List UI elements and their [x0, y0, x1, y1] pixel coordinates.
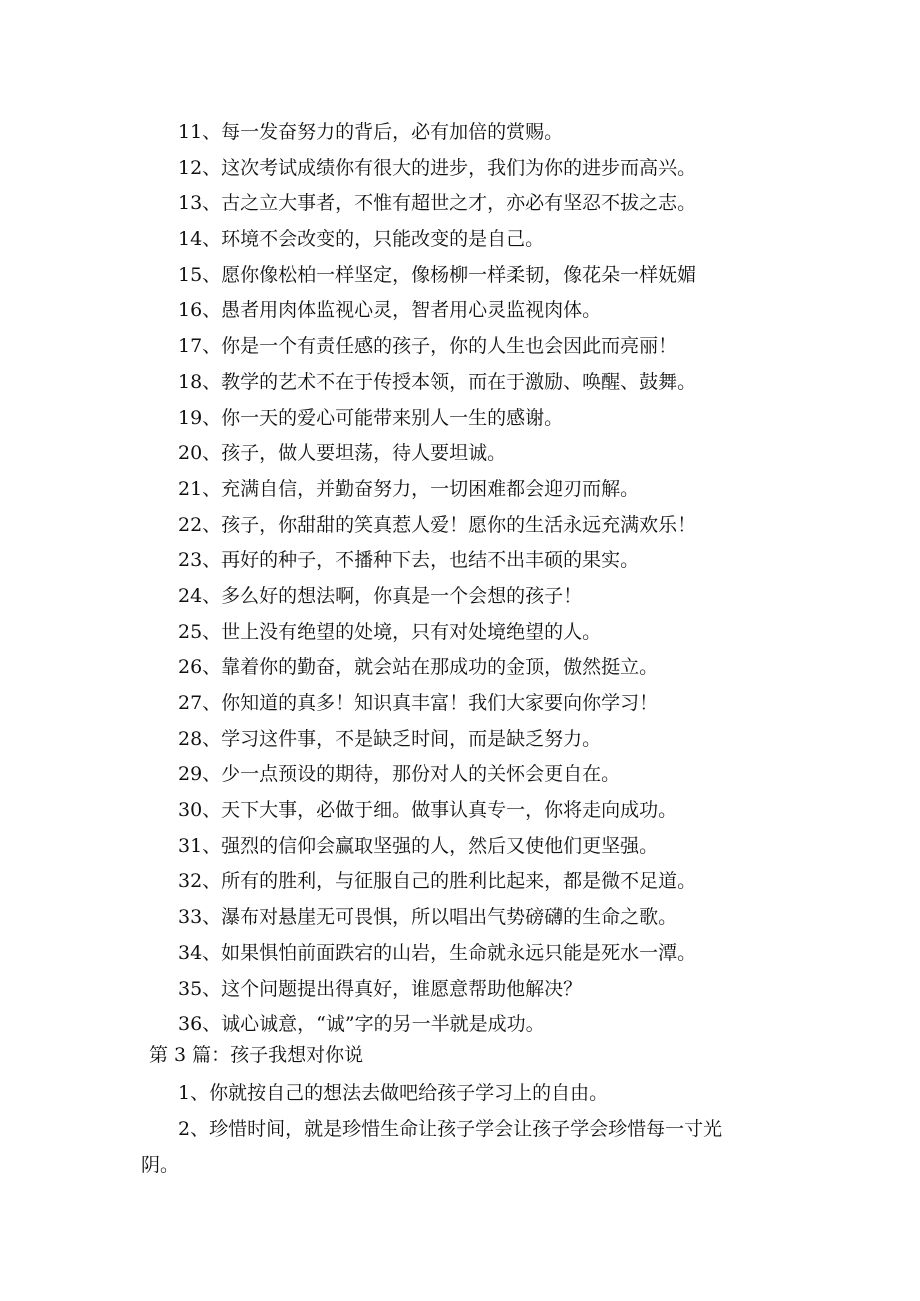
- list-item: 16、愚者用肉体监视心灵，智者用心灵监视肉体。: [178, 299, 602, 322]
- paragraph-line: 阴。: [141, 1154, 180, 1176]
- list-item: 15、愿你像松柏一样坚定，像杨柳一样柔韧，像花朵一样妩媚: [178, 263, 697, 286]
- paragraph: 1、你就按自己的想法去做吧给孩子学习上的自由。: [178, 1082, 609, 1104]
- list-item: 13、古之立大事者，不惟有超世之才，亦必有坚忍不拔之志。: [178, 192, 697, 215]
- list-item: 36、诚心诚意，“诚”字的另一半就是成功。: [178, 1013, 545, 1036]
- list-item: 28、学习这件事，不是缺乏时间，而是缺乏努力。: [178, 727, 602, 750]
- list-item: 19、你一天的爱心可能带来别人一生的感谢。: [178, 406, 564, 429]
- list-item: 25、世上没有绝望的处境，只有对处境绝望的人。: [178, 620, 602, 643]
- paragraph: [141, 1111, 778, 1183]
- list-item: 31、强烈的信仰会赢取坚强的人，然后又使他们更坚强。: [178, 834, 659, 857]
- list-item: 21、充满自信，并勤奋努力，一切困难都会迎刃而解。: [178, 477, 640, 500]
- list-item: 33、瀑布对悬崖无可畏惧，所以唱出气势磅礴的生命之歌。: [178, 906, 678, 929]
- list-item: 27、你知道的真多！知识真丰富！我们大家要向你学习！: [178, 692, 659, 714]
- list-item: 24、多么好的想法啊，你真是一个会想的孩子！: [178, 584, 583, 607]
- list-item: 29、少一点预设的期待，那份对人的关怀会更自在。: [178, 763, 621, 786]
- section-heading: 第 3 篇：孩子我想对你说: [149, 1044, 364, 1066]
- list-item: 32、所有的胜利，与征服自己的胜利比起来，都是微不足道。: [178, 870, 697, 893]
- list-item: 22、孩子，你甜甜的笑真惹人爱！愿你的生活永远充满欢乐！: [178, 513, 697, 536]
- paragraph-line: 2、珍惜时间，就是珍惜生命让孩子学会让孩子学会珍惜每一寸光: [178, 1118, 723, 1140]
- list-item: 20、孩子，做人要坦荡，待人要坦诚。: [178, 442, 507, 465]
- list-item: 35、这个问题提出得真好，谁愿意帮助他解决？: [178, 977, 583, 1000]
- list-item: 23、再好的种子，不播种下去，也结不出丰硕的果实。: [178, 549, 640, 572]
- list-item: 30、天下大事，必做于细。做事认真专一，你将走向成功。: [178, 799, 678, 822]
- list-item: 34、如果惧怕前面跌宕的山岩，生命就永远只能是死水一潭。: [178, 941, 697, 964]
- list-item: 18、教学的艺术不在于传授本领，而在于激励、唤醒、鼓舞。: [178, 370, 697, 393]
- list-item: 11、每一发奋努力的背后，必有加倍的赏赐。: [178, 121, 564, 143]
- list-item: 14、环境不会改变的，只能改变的是自己。: [178, 228, 545, 251]
- quote-list: [178, 115, 878, 1043]
- section-body: [141, 1075, 778, 1183]
- list-item: 12、这次考试成绩你有很大的进步，我们为你的进步而高兴。: [178, 156, 697, 179]
- list-item: 17、你是一个有责任感的孩子，你的人生也会因此而亮丽！: [178, 335, 678, 358]
- list-item: 26、靠着你的勤奋，就会站在那成功的金顶，傲然挺立。: [178, 656, 659, 679]
